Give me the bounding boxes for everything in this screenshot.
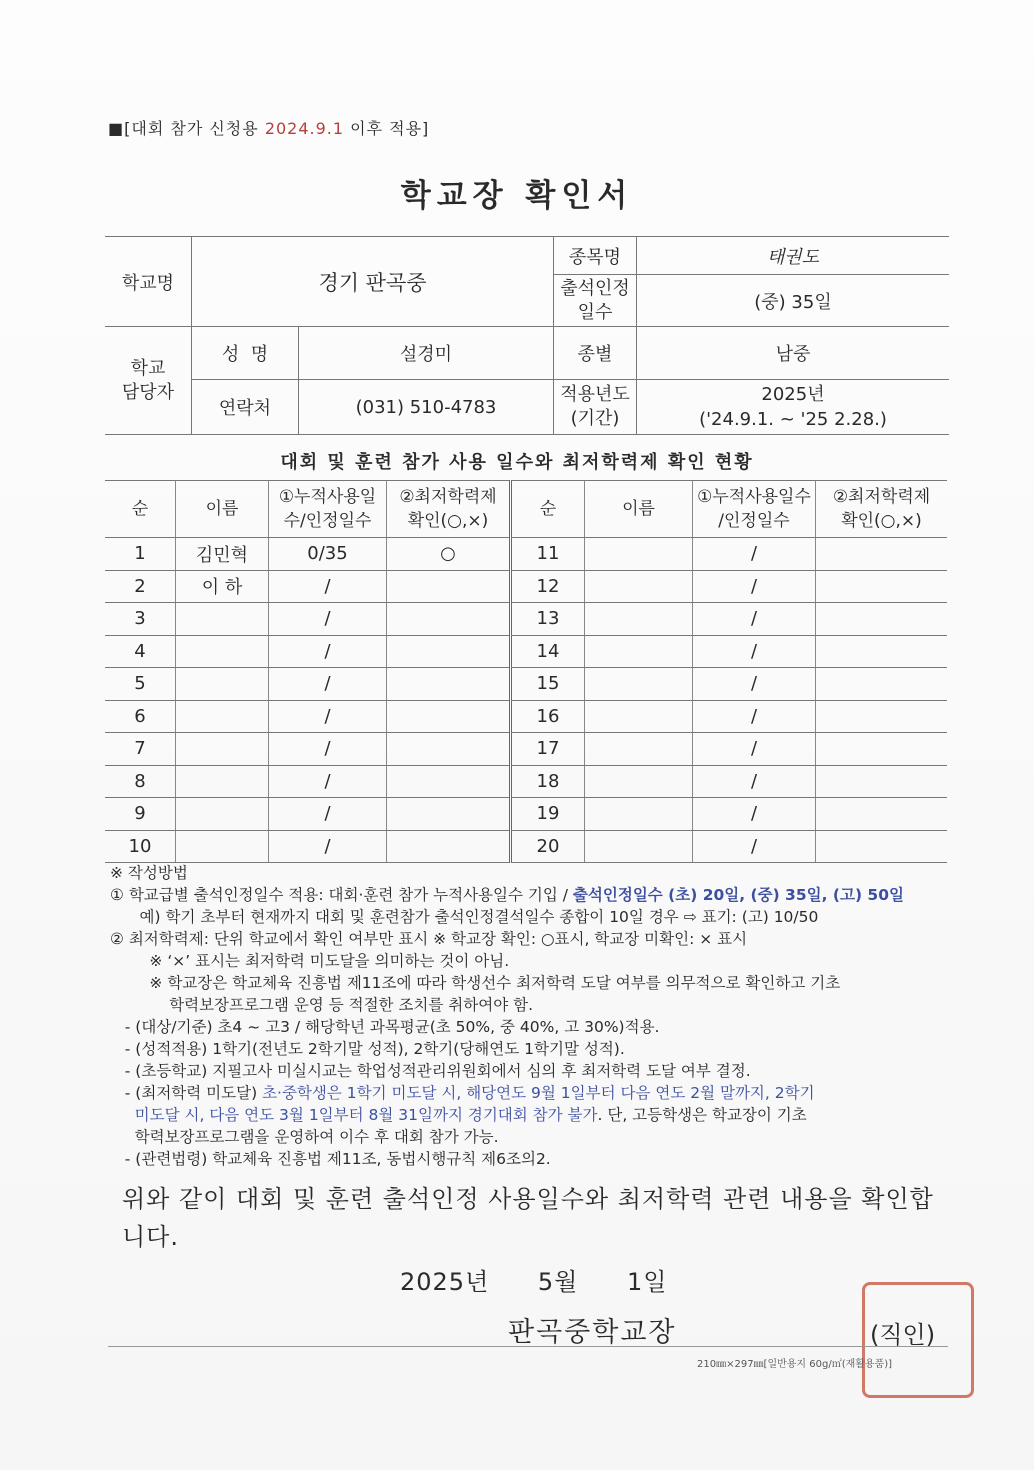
gender-label: 종별 <box>554 327 637 380</box>
gender-value: 남중 <box>637 327 950 380</box>
row-days-2: / <box>693 700 816 733</box>
note-7: - (성적적용) 1학기(전년도 2학기말 성적), 2학기(당해연도 1학기말 성적). <box>110 1040 625 1058</box>
row-check-2 <box>816 668 948 701</box>
row-num: 6 <box>105 700 176 733</box>
table-row <box>105 830 947 863</box>
row-check <box>387 798 511 831</box>
row-check-2 <box>816 798 948 831</box>
note-11: 학력보장프로그램을 운영하여 이수 후 대회 참가 가능. <box>110 1128 499 1146</box>
year-cell <box>637 380 950 435</box>
row-check <box>387 635 511 668</box>
table-row <box>105 603 947 636</box>
note-1-example: 예) 학기 초부터 현재까지 대회 및 훈련참가 출석인정결석일수 종합이 10일 경우 ⇨ 표기: (고) 10/50 <box>110 908 819 926</box>
row-name-2 <box>585 798 693 831</box>
row-days-2: / <box>693 668 816 701</box>
application-note: ■[대회 참가 신청용 2024.9.1 이후 적용] <box>108 119 430 138</box>
row-num: 2 <box>105 570 176 603</box>
row-num-2: 12 <box>511 570 585 603</box>
note-6: - (대상/기준) 초4 ~ 고3 / 해당학년 과목평균(초 50%, 중 40%, 고 30%)적용. <box>110 1018 660 1036</box>
note-heading: ※ 작성방법 <box>110 864 188 882</box>
table-row <box>105 733 947 766</box>
row-check <box>387 700 511 733</box>
row-check-2 <box>816 538 948 571</box>
status-title: 대회 및 훈련 참가 사용 일수와 최저학력제 확인 현황 <box>280 452 754 473</box>
row-days: / <box>269 668 387 701</box>
row-name-2 <box>585 538 693 571</box>
row-days: / <box>269 603 387 636</box>
table-row <box>105 700 947 733</box>
row-name <box>176 765 269 798</box>
paper-spec: 210㎜×297㎜[일반용지 60g/㎡(재활용품)] <box>697 1359 893 1370</box>
days-value: (중) 35일 <box>637 275 950 327</box>
row-name <box>176 700 269 733</box>
row-num-2: 19 <box>511 798 585 831</box>
note-3: ※ ‘×’ 표시는 최저학력 미도달을 의미하는 것이 아님. <box>110 952 510 970</box>
row-days-2: / <box>693 570 816 603</box>
info-table <box>105 236 949 435</box>
issue-date <box>400 1262 707 1297</box>
row-name-2 <box>585 668 693 701</box>
row-num: 9 <box>105 798 176 831</box>
row-days: / <box>269 700 387 733</box>
row-check: ○ <box>387 538 511 571</box>
row-name-2 <box>585 700 693 733</box>
row-days: / <box>269 635 387 668</box>
header-name: 이름 <box>176 481 269 538</box>
row-check-2 <box>816 830 948 863</box>
header-days-2: ①누적사용일수 /인정일수 <box>693 481 816 538</box>
row-num: 8 <box>105 765 176 798</box>
confirmation-statement: 위와 같이 대회 및 훈련 출석인정 사용일수와 최저학력 관련 내용을 확인합니다. <box>122 1185 934 1251</box>
name-value: 설경미 <box>299 327 554 380</box>
table-row <box>105 798 947 831</box>
table-row <box>105 538 947 571</box>
row-num-2: 13 <box>511 603 585 636</box>
days-label: 출석인정 일수 <box>554 275 637 327</box>
table-row <box>105 570 947 603</box>
note-2: ② 최저학력제: 단위 학교에서 확인 여부만 표시 ※ 학교장 확인: ○표시, 학교장 미확인: × 표시 <box>110 930 748 948</box>
row-days: / <box>269 830 387 863</box>
year-label: 적용년도 (기간) <box>554 380 637 435</box>
contact-value: (031) 510-4783 <box>299 380 554 435</box>
sport-label: 종목명 <box>554 237 637 275</box>
header-num: 순 <box>105 481 176 538</box>
instructions <box>110 862 950 1170</box>
row-name <box>176 733 269 766</box>
row-check <box>387 830 511 863</box>
row-name-2 <box>585 830 693 863</box>
row-name-2 <box>585 765 693 798</box>
note-1: ① 학교급별 출석인정일수 적용: 대회·훈련 참가 누적사용일수 기입 / 출석인정일수 (초) 20일, (중) 35일, (고) 50일 <box>110 886 904 904</box>
attendance-grid <box>105 480 947 863</box>
header-check: ②최저학력제 확인(○,×) <box>387 481 511 538</box>
row-days-2: / <box>693 765 816 798</box>
name-label: 성 명 <box>192 327 299 380</box>
header-num-2: 순 <box>511 481 585 538</box>
row-name-2 <box>585 603 693 636</box>
note-8: - (초등학교) 지필고사 미실시교는 학업성적관리위원회에서 심의 후 최저학력 도달 여부 결정. <box>110 1062 751 1080</box>
row-check <box>387 733 511 766</box>
row-num-2: 17 <box>511 733 585 766</box>
date-day: 1일 <box>627 1268 668 1296</box>
row-check-2 <box>816 570 948 603</box>
row-name <box>176 668 269 701</box>
seal-label: (직인) <box>870 1321 936 1349</box>
row-check-2 <box>816 635 948 668</box>
row-name: 이 하 <box>176 570 269 603</box>
row-num-2: 16 <box>511 700 585 733</box>
row-check <box>387 570 511 603</box>
row-name-2 <box>585 570 693 603</box>
date-month: 5월 <box>537 1268 579 1296</box>
table-row <box>105 635 947 668</box>
year-value: 2025년 <box>761 384 825 405</box>
row-check <box>387 765 511 798</box>
divider <box>108 1346 948 1347</box>
note-5: 학력보장프로그램 운영 등 적절한 조치를 취하여야 함. <box>110 996 534 1014</box>
row-name <box>176 830 269 863</box>
row-days-2: / <box>693 635 816 668</box>
row-name <box>176 603 269 636</box>
row-days: / <box>269 798 387 831</box>
header-check-2: ②최저학력제 확인(○,×) <box>816 481 948 538</box>
row-num: 1 <box>105 538 176 571</box>
row-name: 김민혁 <box>176 538 269 571</box>
row-days-2: / <box>693 538 816 571</box>
row-num: 4 <box>105 635 176 668</box>
school-value: 경기 판곡중 <box>192 237 554 327</box>
row-name-2 <box>585 635 693 668</box>
row-days-2: / <box>693 830 816 863</box>
school-label: 학교명 <box>105 237 192 327</box>
row-num: 5 <box>105 668 176 701</box>
note-12: - (관련법령) 학교체육 진흥법 제11조, 동법시행규칙 제6조의2. <box>110 1150 551 1168</box>
row-days: / <box>269 733 387 766</box>
grid-body <box>105 538 947 863</box>
row-check-2 <box>816 733 948 766</box>
year-period: ('24.9.1. ~ '25 2.28.) <box>699 409 887 430</box>
row-name-2 <box>585 733 693 766</box>
row-days-2: / <box>693 798 816 831</box>
row-num-2: 18 <box>511 765 585 798</box>
apply-date: 2024.9.1 <box>264 119 345 138</box>
row-check-2 <box>816 700 948 733</box>
row-check-2 <box>816 765 948 798</box>
row-days-2: / <box>693 733 816 766</box>
page-title: 학교장 확인서 <box>400 178 634 214</box>
row-days-2: / <box>693 603 816 636</box>
row-check-2 <box>816 603 948 636</box>
header-days: ①누적사용일 수/인정일수 <box>269 481 387 538</box>
contact-label: 연락처 <box>192 380 299 435</box>
header-name-2: 이름 <box>585 481 693 538</box>
note-9: - (최저학력 미도달) 초·중학생은 1학기 미도달 시, 해당연도 9월 1일부터 다음 연도 2월 말까지, 2학기 <box>110 1084 815 1102</box>
manager-label: 학교 담당자 <box>105 327 192 435</box>
row-num: 10 <box>105 830 176 863</box>
sport-value: 태권도 <box>637 237 950 275</box>
row-check <box>387 668 511 701</box>
note-4: ※ 학교장은 학교체육 진흥법 제11조에 따라 학생선수 최저학력 도달 여부를 의무적으로 확인하고 기초 <box>110 974 841 992</box>
row-days: 0/35 <box>269 538 387 571</box>
row-num: 7 <box>105 733 176 766</box>
row-days: / <box>269 570 387 603</box>
note-10: 미도달 시, 다음 연도 3월 1일부터 8월 31일까지 경기대회 참가 불가. 단, 고등학생은 학교장이 기초 <box>110 1106 807 1124</box>
principal-signature: 판곡중학교장 <box>508 1317 677 1348</box>
row-num-2: 14 <box>511 635 585 668</box>
row-num-2: 20 <box>511 830 585 863</box>
row-check <box>387 603 511 636</box>
table-row <box>105 765 947 798</box>
row-num-2: 11 <box>511 538 585 571</box>
row-num-2: 15 <box>511 668 585 701</box>
table-row <box>105 668 947 701</box>
row-name <box>176 798 269 831</box>
row-num: 3 <box>105 603 176 636</box>
row-name <box>176 635 269 668</box>
date-year: 2025년 <box>400 1268 490 1296</box>
row-days: / <box>269 765 387 798</box>
